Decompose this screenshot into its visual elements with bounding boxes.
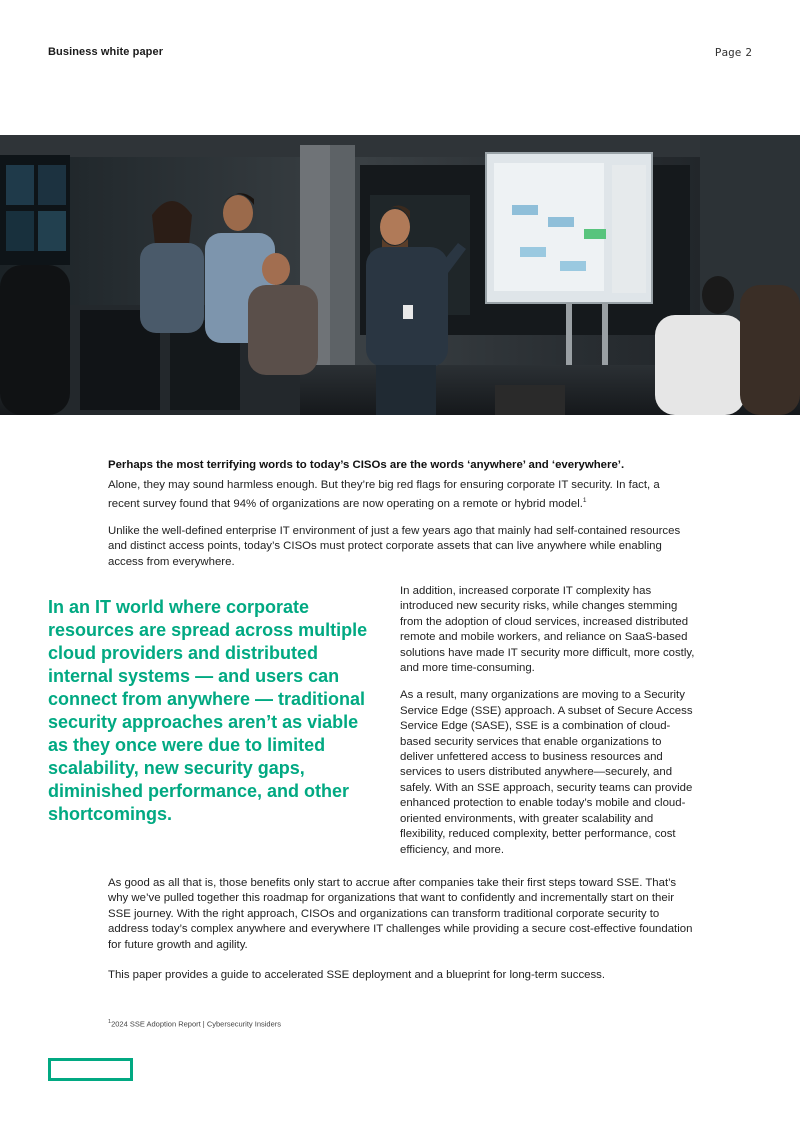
intro-paragraph-2: Unlike the well-defined enterprise IT environment of just a few years ago that mainly had self-contained resources and distinct access points, today’s CISOs must protect corporate assets that can live anywhere while enabling access from everywhere.: [108, 525, 681, 568]
pull-quote: In an IT world where corporate resources are spread across multiple cloud providers and distributed internal systems — and users can connect from anywhere — traditional security approaches aren’t as viable as they once were due to limited scalability, new security gaps, diminished performance, and other shortcomings.: [48, 597, 368, 824]
document-type-label: Business white paper: [48, 46, 164, 58]
footnote-number: 1: [108, 1019, 112, 1025]
page-indicator: [711, 46, 752, 59]
hpe-logo-icon: [48, 1058, 133, 1081]
right-column-paragraph-1: In addition, increased corporate IT complexity has introduced new security risks, while changes stemming from the adoption of cloud services, increased distributed remote and mobile workers, and reliance on SaaS-based solutions have made IT security more difficult, more costly, and more time-consuming.: [400, 585, 695, 675]
photo-team-meeting-icon: [0, 135, 800, 415]
intro-paragraph-1-text: Alone, they may sound harmless enough. But they’re big red flags for ensuring corporate IT security. In fact, a recent survey found that 94% of organizations are now operating on a remote or hybrid model.: [108, 479, 660, 511]
intro-lead: Perhaps the most terrifying words to today’s CISOs are the words ‘anywhere’ and ‘everywhere’.: [108, 459, 625, 471]
footnote-text: 2024 SSE Adoption Report | Cybersecurity Insiders: [111, 1019, 282, 1029]
closing-paragraph-1: As good as all that is, those benefits only start to accrue after companies take their first steps toward SSE. That’s why we’ve pulled together this roadmap for organizations that want to confidently and incrementally start on their SSE journey. With the right approach, CISOs and organizations can transform traditional corporate security to address today’s complex anywhere and everywhere IT challenges while providing a secure cost-effective foundation for future growth and agility.: [108, 877, 693, 951]
closing-paragraph-2: This paper provides a guide to accelerated SSE deployment and a blueprint for long-term success.: [108, 969, 606, 981]
hero-photo: [0, 135, 800, 415]
intro-paragraph-1: [108, 478, 694, 513]
footnote-ref: 1: [582, 497, 587, 505]
right-column: [400, 584, 695, 870]
right-column-paragraph-2: As a result, many organizations are moving to a Security Service Edge (SSE) approach. A subset of Secure Access Service Edge (SASE), SSE is a combination of cloud-based security services that enable organizations to deliver unfettered access to business resources and services to users distributed anywhere—securely, and safely. With an SSE approach, security teams can provide enhanced protection to enable today’s mobile and cloud-oriented environments, with greater scalability and flexibility, reduced complexity, better performance, cost efficiency, and more.: [400, 689, 693, 856]
page-label: Page: [714, 46, 742, 59]
footnote: [108, 1019, 281, 1029]
page-number: 2: [745, 46, 752, 59]
